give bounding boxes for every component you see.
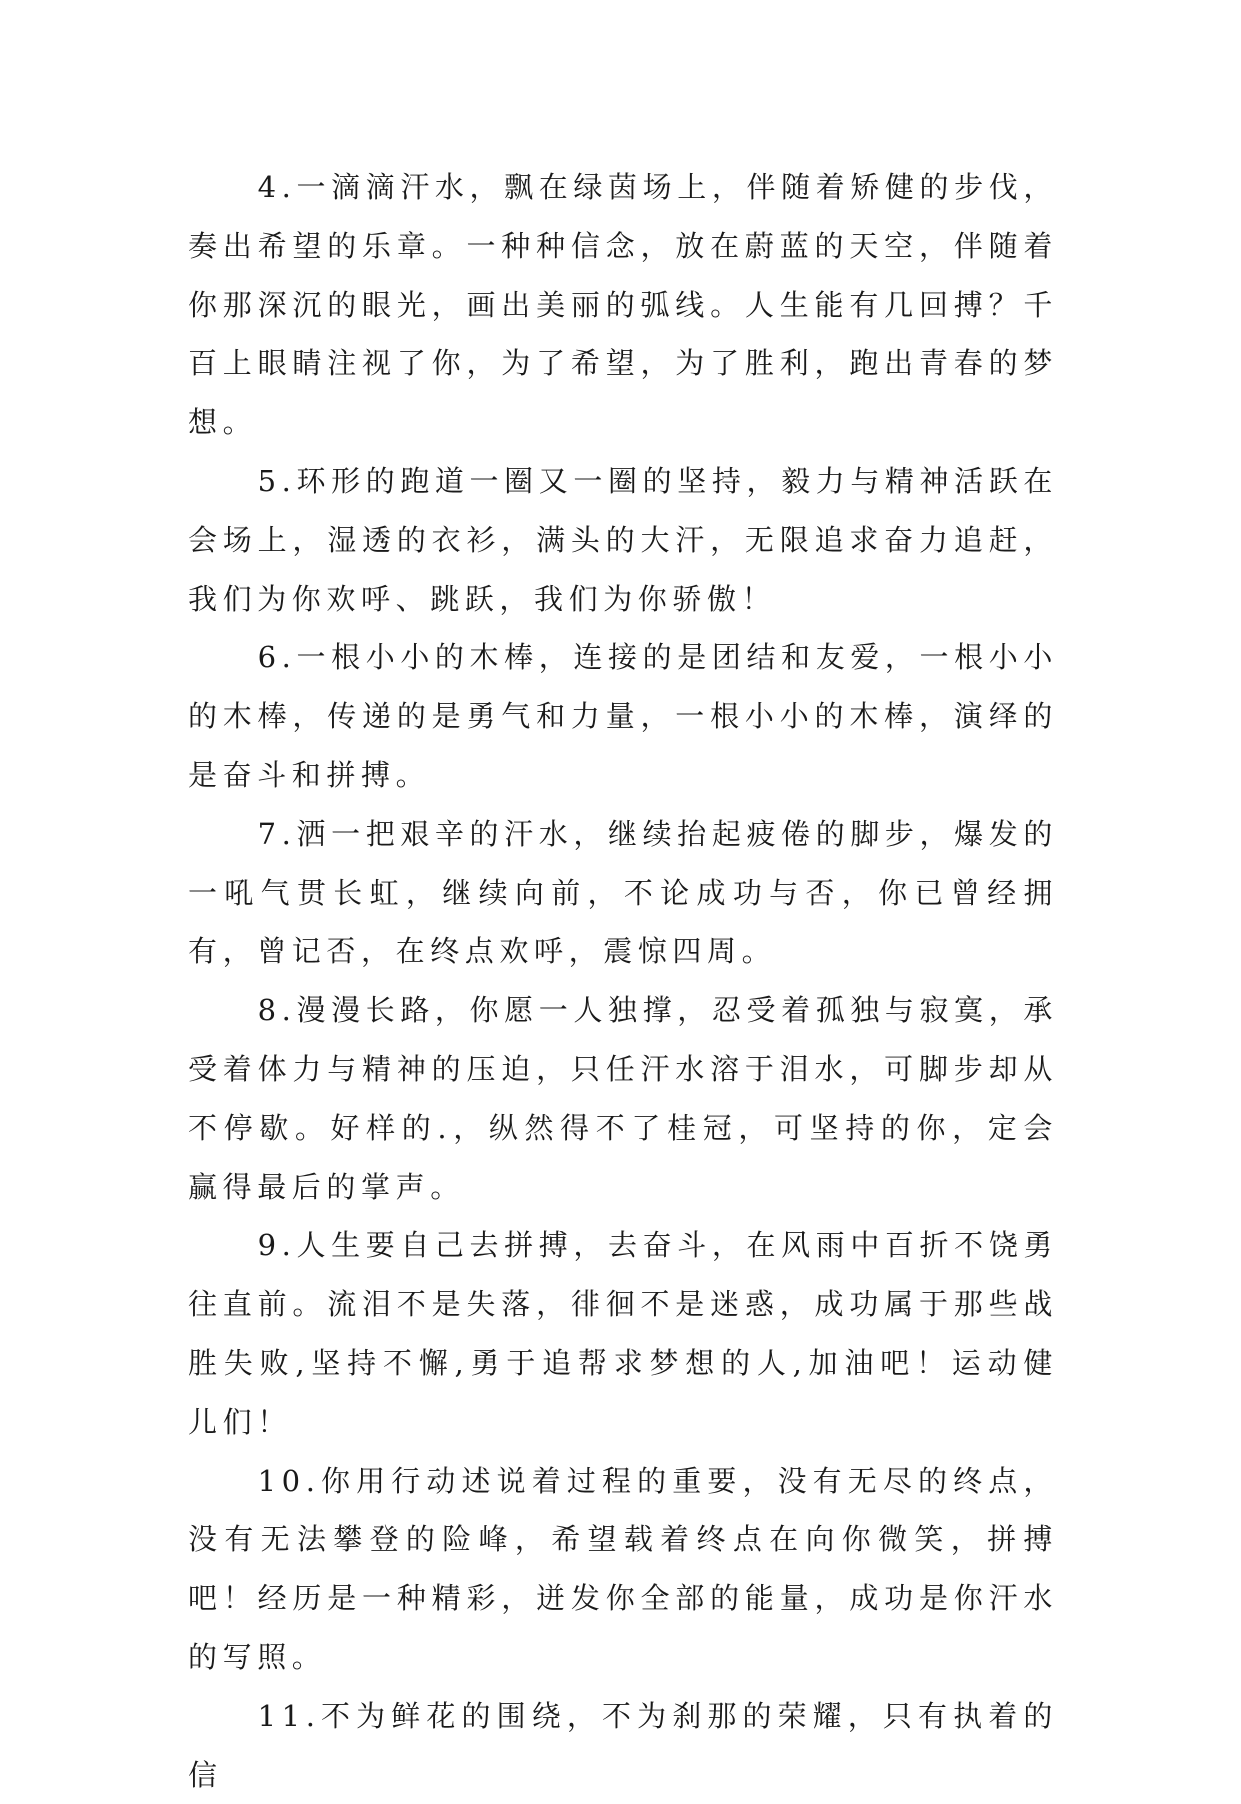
- paragraph-6: 6.一根小小的木棒，连接的是团结和友爱，一根小小的木棒，传递的是勇气和力量，一根小小的木棒，演绎的是奋斗和拼搏。: [188, 640, 1058, 792]
- paragraph-8: 8.漫漫长路，你愿一人独撑，忍受着孤独与寂寞，承受着体力与精神的压迫，只任汗水溶于泪水，可脚步却从不停歇。好样的.，纵然得不了桂冠，可坚持的你，定会赢得最后的掌声。: [188, 993, 1058, 1204]
- document-body: [188, 158, 1058, 1804]
- paragraph-4: 4.一滴滴汗水，飘在绿茵场上，伴随着矫健的步伐，奏出希望的乐章。一种种信念，放在蔚蓝的天空，伴随着你那深沉的眼光，画出美丽的弧线。人生能有几回搏？千百上眼睛注视了你，为了希望，为了胜利，跑出青春的梦想。: [188, 170, 1058, 440]
- paragraph-11: 11.不为鲜花的围绕，不为刹那的荣耀，只有执着的信: [188, 1698, 1058, 1792]
- paragraph-10: 10.你用行动述说着过程的重要，没有无尽的终点，没有无法攀登的险峰，希望载着终点在向你微笑，拼搏吧！经历是一种精彩，迸发你全部的能量，成功是你汗水的写照。: [188, 1463, 1058, 1674]
- paragraph-9: 9.人生要自己去拼搏，去奋斗，在风雨中百折不饶勇往直前。流泪不是失落，徘徊不是迷惑，成功属于那些战胜失败,坚持不懈,勇于追帮求梦想的人,加油吧！运动健儿们！: [188, 1228, 1058, 1439]
- paragraph-5: 5.环形的跑道一圈又一圈的坚持，毅力与精神活跃在会场上，湿透的衣衫，满头的大汗，无限追求奋力追赶，我们为你欢呼、跳跃，我们为你骄傲！: [188, 463, 1058, 616]
- paragraph-7: 7.洒一把艰辛的汗水，继续抬起疲倦的脚步，爆发的一吼气贯长虹，继续向前，不论成功与否，你已曾经拥有，曾记否，在终点欢呼，震惊四周。: [188, 816, 1058, 969]
